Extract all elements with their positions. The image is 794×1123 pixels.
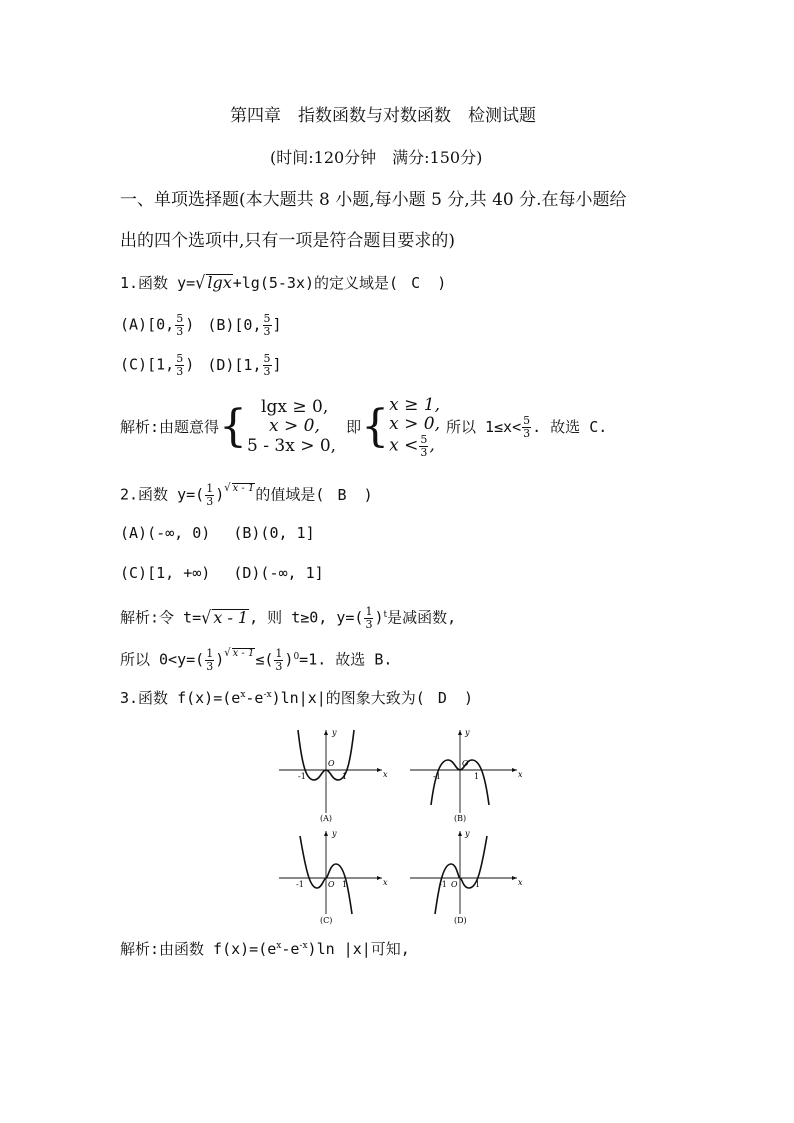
q1-ji: 即 bbox=[346, 417, 362, 436]
q1-options-row2: (C)[1, $\frac{5}{3}$ ) (D)[1, $\frac{5}{3}$ ] bbox=[120, 352, 282, 378]
q1-close: ) bbox=[437, 274, 447, 292]
svg-text:O: O bbox=[328, 880, 335, 889]
sqrt-icon: √ bbox=[195, 272, 206, 293]
question-2: 2.函数 y=( $\frac{1}{3}$ )$^{√ x - 1}$的值域是( B ) bbox=[120, 481, 373, 508]
question-1 bbox=[120, 274, 446, 291]
svg-text:(A): (A) bbox=[320, 814, 333, 823]
section-heading-line1: 一、单项选择题(本大题共 8 小题,每小题 5 分,共 40 分.在每小题给 bbox=[120, 190, 627, 210]
q1-system-1: lgx ≥ 0, x > 0, 5 - 3x > 0, bbox=[247, 397, 337, 456]
q2-rest: 的值域是( bbox=[255, 485, 325, 504]
page-title: 第四章 指数函数与对数函数 检测试题 bbox=[230, 106, 536, 126]
q1-option-c: (C)[1, bbox=[120, 355, 175, 374]
q1-answer: C bbox=[411, 274, 421, 292]
svg-text:1: 1 bbox=[474, 772, 480, 781]
svg-text:y: y bbox=[465, 829, 470, 838]
q1-options-row1: (A)[0, $\frac{5}{3}$ ) (B)[0, $\frac{5}{3}$ ] bbox=[120, 312, 282, 338]
q3-graph-a bbox=[274, 725, 389, 825]
q2-options-row1 bbox=[120, 526, 315, 541]
q1-option-b: (B)[0, bbox=[207, 315, 262, 334]
svg-text:y: y bbox=[332, 829, 337, 838]
q1-prefix: 1.函数 y= bbox=[120, 274, 196, 292]
q2-option-c: (C)[1, +∞) bbox=[120, 564, 211, 582]
q2-option-a: (A)(-∞, 0) bbox=[120, 524, 211, 542]
q1-option-a: (A)[0, bbox=[120, 315, 175, 334]
q1-system-2: x ≥ 1, x > 0, x < $\frac{5}{3}$ , bbox=[389, 394, 440, 459]
svg-text:O: O bbox=[328, 759, 335, 768]
svg-text:1: 1 bbox=[342, 772, 348, 781]
svg-text:O: O bbox=[451, 880, 458, 889]
section-heading-line2: 出的四个选项中,只有一项是符合题目要求的) bbox=[120, 231, 456, 251]
svg-text:(B): (B) bbox=[454, 814, 467, 823]
svg-text:-1: -1 bbox=[433, 772, 441, 781]
svg-text:x: x bbox=[518, 878, 523, 887]
left-brace-icon: { bbox=[361, 401, 390, 452]
question-3: 3.函数 $f(x)=(e^x-e^{-x})\ln|x|$的图象大致为( D ) bbox=[120, 689, 474, 707]
svg-text:(C): (C) bbox=[320, 916, 333, 925]
q2-prefix: 2.函数 y=( bbox=[120, 485, 205, 504]
svg-text:x: x bbox=[383, 878, 388, 887]
q2-option-b: (B)(0, 1] bbox=[233, 524, 315, 542]
q2-solution-line2: 所以 0<y=( $\frac{1}{3}$ )$^{√ x - 1}$≤( $\frac{1}{3}$ )$^0$=1. 故选 B. bbox=[120, 646, 393, 673]
left-brace-icon: { bbox=[219, 401, 248, 452]
q2-answer: B bbox=[337, 485, 347, 504]
q3-graph-c bbox=[274, 826, 389, 926]
q3-solution: 解析:由函数 $f(x)=(e^x-e^{-x})\ln$ |x|可知, bbox=[120, 940, 410, 958]
svg-text:-1: -1 bbox=[439, 880, 447, 889]
q3-answer: D bbox=[437, 689, 447, 707]
q1-sqrt-expr: lgx bbox=[207, 273, 232, 292]
x-axis-label: x bbox=[383, 770, 388, 779]
q2-solution-line1: 解析:令 t=√ x - 1, 则 t≥0, y=( $\frac{1}{3}$ )$^t$是减函数, bbox=[120, 605, 457, 631]
q2-options-row2 bbox=[120, 566, 324, 581]
svg-text:x: x bbox=[518, 770, 523, 779]
svg-text:O: O bbox=[462, 759, 469, 768]
svg-text:-1: -1 bbox=[298, 772, 306, 781]
svg-text:-1: -1 bbox=[296, 880, 304, 889]
svg-text:1: 1 bbox=[342, 880, 348, 889]
q2-option-d: (D)(-∞, 1] bbox=[233, 564, 324, 582]
q2-close: ) bbox=[363, 485, 373, 504]
q1-rest: +lg(5-3x)的定义域是( bbox=[232, 274, 399, 292]
svg-text:y: y bbox=[465, 728, 470, 737]
y-axis-label: y bbox=[332, 728, 337, 737]
q3-graph-d bbox=[405, 826, 525, 926]
q3-graph-b bbox=[405, 725, 525, 825]
svg-text:(D): (D) bbox=[454, 916, 467, 925]
q1-sol-suffix-b: . 故选 C. bbox=[532, 417, 608, 436]
q2-exponent: x - 1 bbox=[232, 482, 255, 494]
svg-text:1: 1 bbox=[475, 880, 481, 889]
page-subtitle: (时间:120分钟 满分:150分) bbox=[270, 148, 483, 167]
q1-solution: 解析:由题意得 { lgx ≥ 0, x > 0, 5 - 3x > 0, 即 { x ≥ 1, x > 0, x < $\frac{5}{3}$ , 所以 1≤x< $\frac{5}{3}$ . 故选 C. bbox=[120, 394, 608, 459]
q1-sol-suffix-a: 所以 1≤x< bbox=[445, 417, 522, 436]
q1-option-d: (D)[1, bbox=[207, 355, 262, 374]
q1-sol-prefix: 解析:由题意得 bbox=[120, 417, 220, 436]
